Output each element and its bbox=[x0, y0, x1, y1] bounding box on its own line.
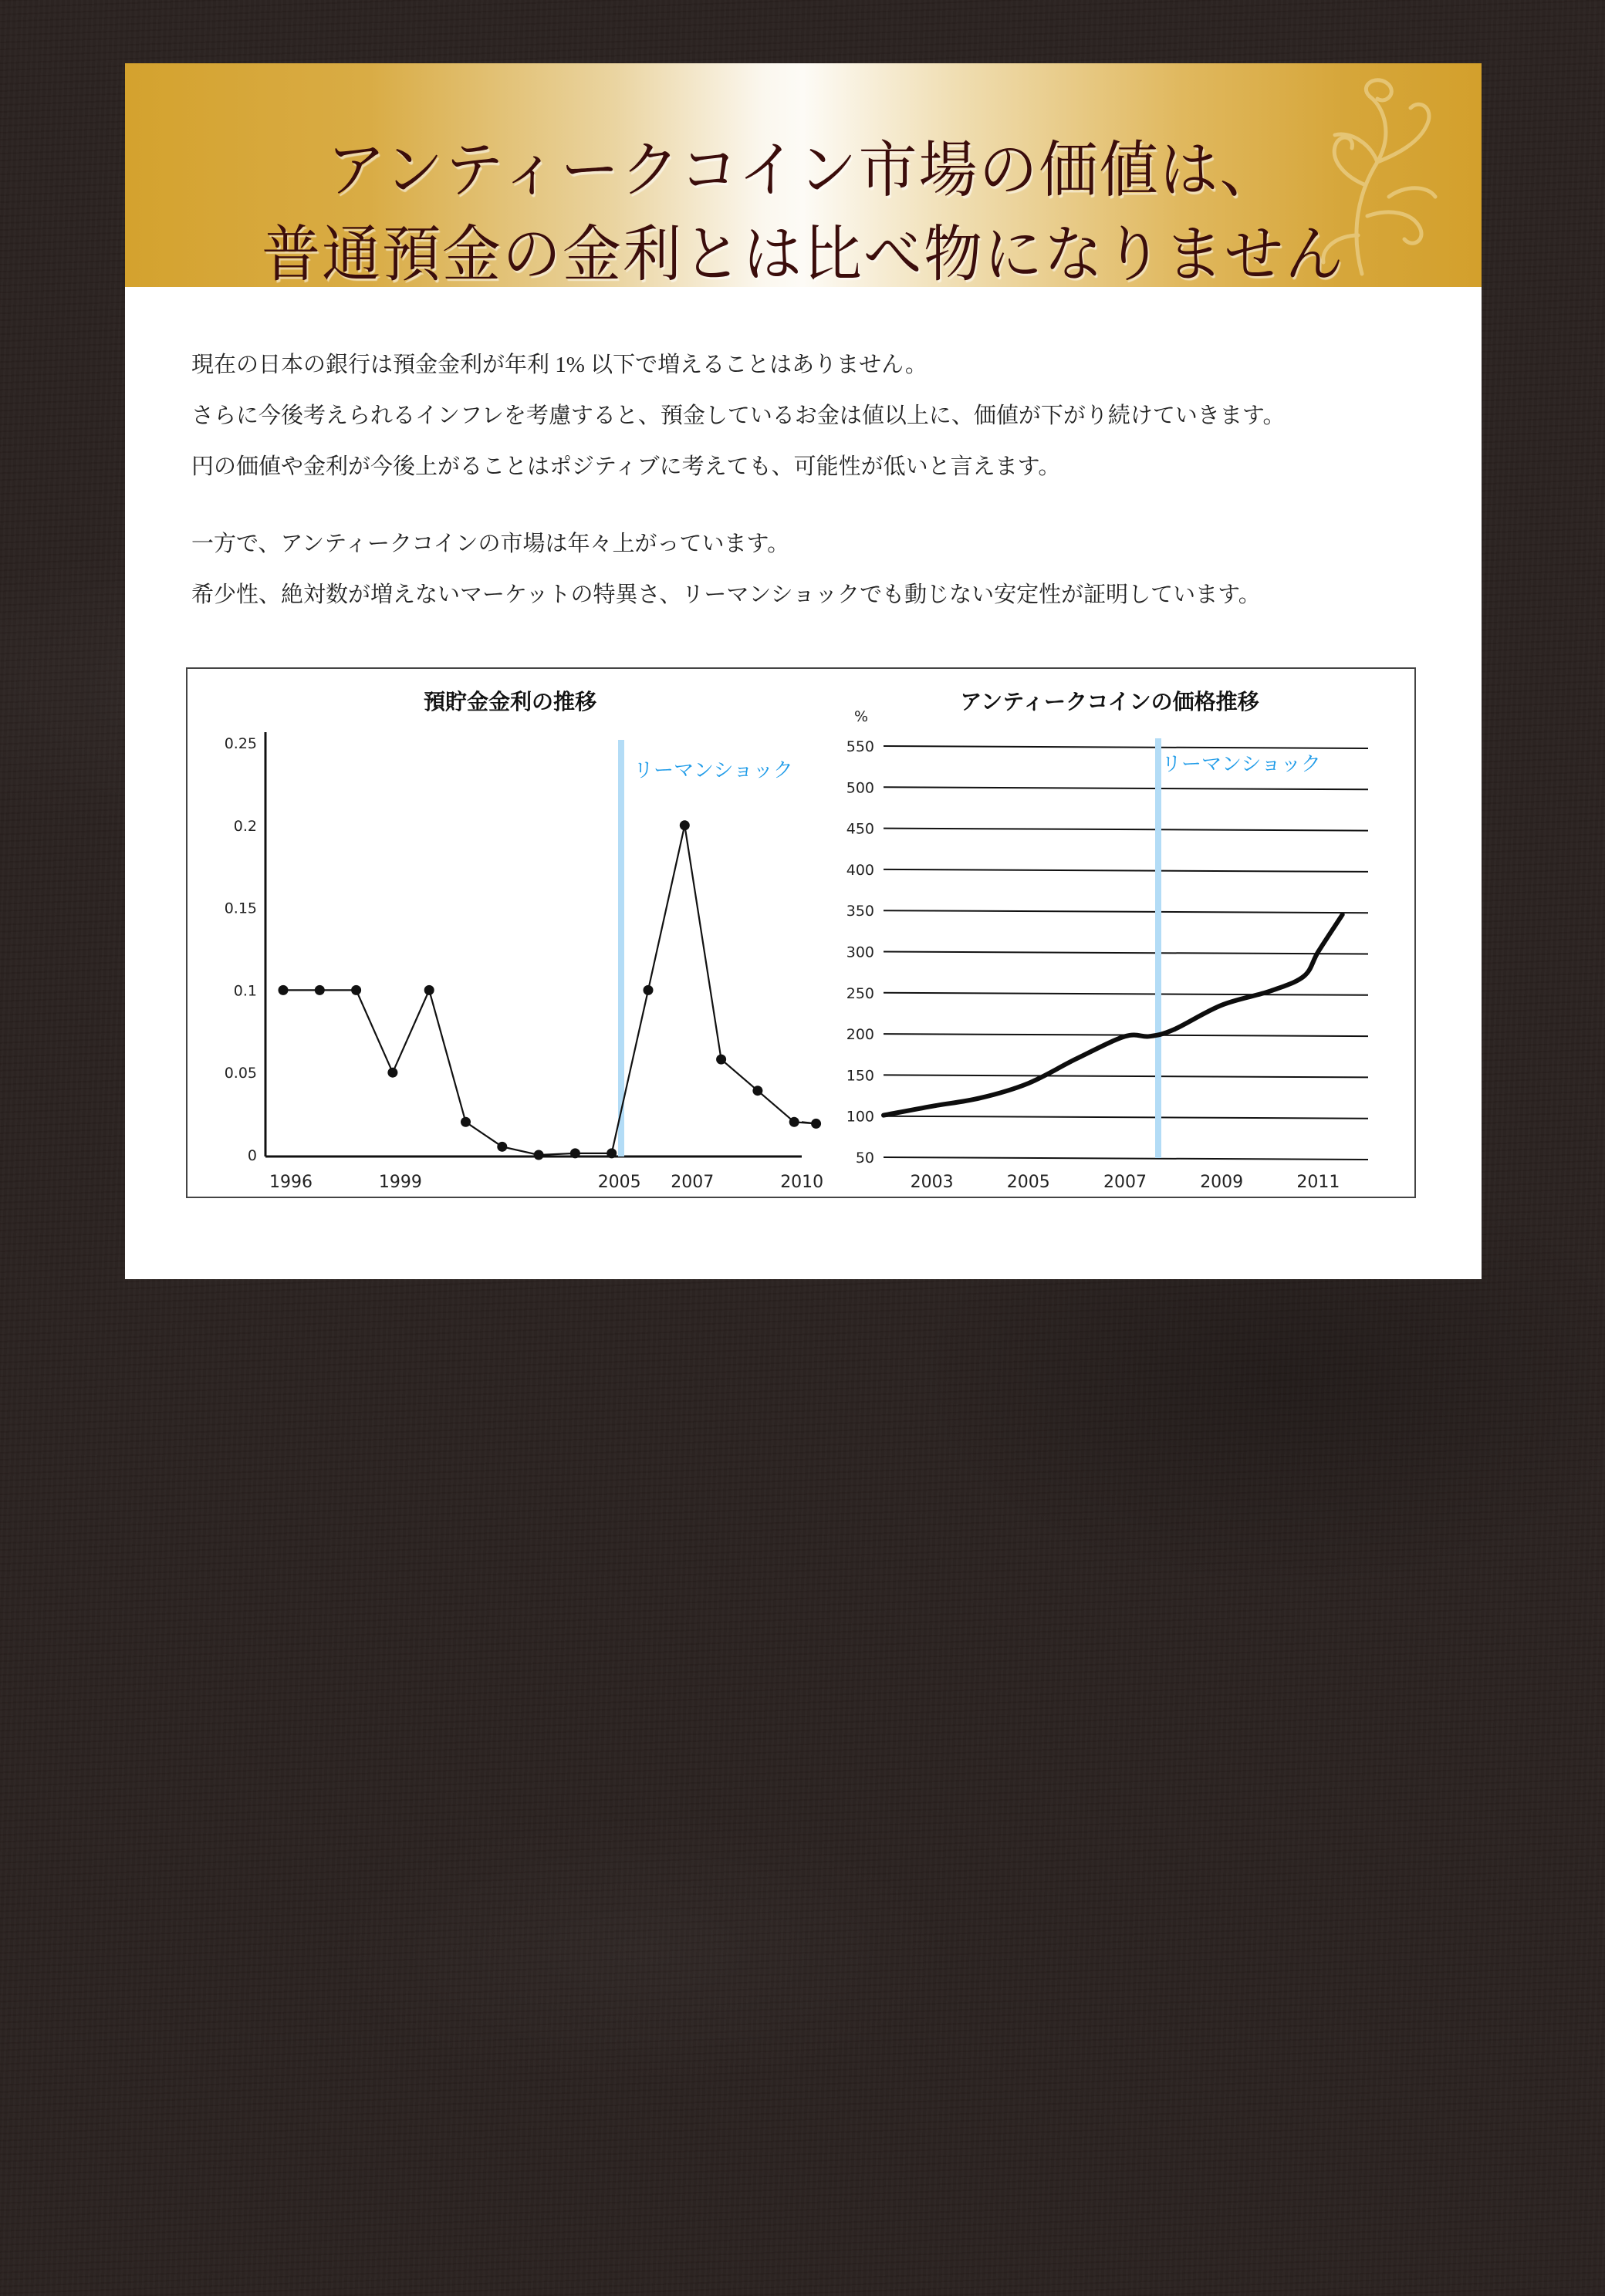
deposit-rate-chart bbox=[225, 689, 824, 1192]
charts-panel bbox=[186, 667, 1416, 1198]
data-point-marker bbox=[497, 1142, 507, 1152]
y-tick-label: 0.05 bbox=[224, 1065, 257, 1082]
text-line: 現在の日本の銀行は預金金利が年利 1% 以下で増えることはありません。 bbox=[191, 353, 928, 377]
y-tick-label: 0.15 bbox=[224, 900, 257, 917]
left-lehman-label: リーマンショック bbox=[634, 759, 793, 782]
y-tick-label: 400 bbox=[846, 861, 874, 879]
y-tick-label: 0.2 bbox=[233, 817, 257, 835]
x-tick-label: 2009 bbox=[1200, 1173, 1244, 1192]
y-tick-label: 150 bbox=[846, 1067, 874, 1085]
body-text bbox=[191, 339, 1426, 647]
y-tick-label: 550 bbox=[846, 738, 874, 755]
right-lehman-line bbox=[1155, 738, 1161, 1158]
text-line: 一方で、アンティークコインの市場は年々上がっています。 bbox=[191, 532, 790, 556]
left-series-line bbox=[279, 820, 822, 1160]
data-point-marker bbox=[424, 985, 434, 995]
text-line: 希少性、絶対数が増えないマーケットの特異さ、リーマンショックでも動じない安定性が証明しています。 bbox=[191, 582, 1261, 607]
gridline bbox=[884, 1116, 1368, 1119]
paragraph-coin-market bbox=[191, 518, 1426, 620]
gridline bbox=[884, 1075, 1368, 1077]
x-tick-label: 2010 bbox=[780, 1173, 824, 1192]
data-point-marker bbox=[351, 985, 361, 995]
x-tick-label: 2005 bbox=[597, 1173, 641, 1192]
y-tick-label: 50 bbox=[855, 1150, 874, 1167]
data-point-marker bbox=[607, 1148, 617, 1158]
left-y-axis-ticks bbox=[225, 735, 257, 1164]
text-line: 円の価値や金利が今後上がることはポジティブに考えても、可能性が低いと言えます。 bbox=[191, 454, 1061, 479]
right-gridlines bbox=[846, 738, 1368, 1167]
left-chart-title: 預貯金金利の推移 bbox=[423, 689, 597, 714]
y-tick-label: 300 bbox=[846, 944, 874, 961]
left-x-axis-ticks bbox=[269, 1173, 823, 1192]
gridline bbox=[884, 1157, 1368, 1160]
paragraph-savings bbox=[191, 339, 1426, 492]
content-card bbox=[125, 63, 1482, 1279]
data-point-marker bbox=[644, 985, 654, 995]
gridline bbox=[884, 910, 1368, 913]
gridline bbox=[884, 746, 1368, 748]
data-point-marker bbox=[716, 1055, 726, 1065]
y-tick-label: 500 bbox=[846, 779, 874, 797]
y-tick-label: 0.25 bbox=[224, 735, 257, 752]
text-line: さらに今後考えられるインフレを考慮すると、預金しているお金は値以上に、価値が下がり続けていきます。 bbox=[191, 403, 1286, 428]
deposit-rate-line bbox=[283, 826, 816, 1155]
data-point-marker bbox=[752, 1086, 762, 1096]
y-tick-label: 0 bbox=[247, 1147, 257, 1164]
data-point-marker bbox=[279, 985, 289, 995]
right-lehman-label: リーマンショック bbox=[1161, 753, 1321, 776]
hero-title-line-2: 普通預金の金利とは比べ物になりません bbox=[262, 218, 1345, 287]
right-series-line bbox=[884, 915, 1343, 1116]
x-tick-label: 2007 bbox=[1103, 1173, 1147, 1192]
gridline bbox=[884, 952, 1368, 954]
left-lehman-line bbox=[618, 740, 624, 1156]
data-point-marker bbox=[534, 1150, 544, 1160]
gridline bbox=[884, 787, 1368, 789]
hero-title bbox=[125, 128, 1482, 287]
y-tick-label: 450 bbox=[846, 820, 874, 838]
gridline bbox=[884, 993, 1368, 995]
x-tick-label: 2007 bbox=[671, 1173, 715, 1192]
charts-svg bbox=[188, 669, 1414, 1197]
hero-title-line-1: アンティークコイン市場の価値は、 bbox=[326, 133, 1280, 206]
x-tick-label: 2005 bbox=[1006, 1173, 1050, 1192]
coin-price-chart bbox=[846, 689, 1368, 1192]
hero-banner bbox=[125, 63, 1482, 287]
y-tick-label: 200 bbox=[846, 1026, 874, 1044]
data-point-marker bbox=[461, 1117, 471, 1127]
data-point-marker bbox=[315, 985, 325, 995]
y-tick-label: 350 bbox=[846, 903, 874, 920]
x-tick-label: 1996 bbox=[269, 1173, 313, 1192]
y-tick-label: 100 bbox=[846, 1108, 874, 1126]
data-point-marker bbox=[680, 820, 690, 830]
gridline bbox=[884, 829, 1368, 831]
x-tick-label: 2003 bbox=[910, 1173, 954, 1192]
gridline bbox=[884, 869, 1368, 872]
x-tick-label: 2011 bbox=[1296, 1173, 1340, 1192]
right-x-axis-ticks bbox=[911, 1173, 1340, 1192]
data-point-marker bbox=[387, 1068, 397, 1078]
right-y-unit-label: % bbox=[854, 708, 869, 725]
data-point-marker bbox=[789, 1117, 799, 1127]
y-tick-label: 250 bbox=[846, 984, 874, 1002]
data-point-marker bbox=[811, 1119, 821, 1129]
right-chart-title: アンティークコインの価格推移 bbox=[960, 689, 1259, 714]
y-tick-label: 0.1 bbox=[233, 982, 257, 1000]
x-tick-label: 1999 bbox=[378, 1173, 422, 1192]
coin-price-line bbox=[884, 915, 1343, 1116]
data-point-marker bbox=[570, 1148, 580, 1158]
